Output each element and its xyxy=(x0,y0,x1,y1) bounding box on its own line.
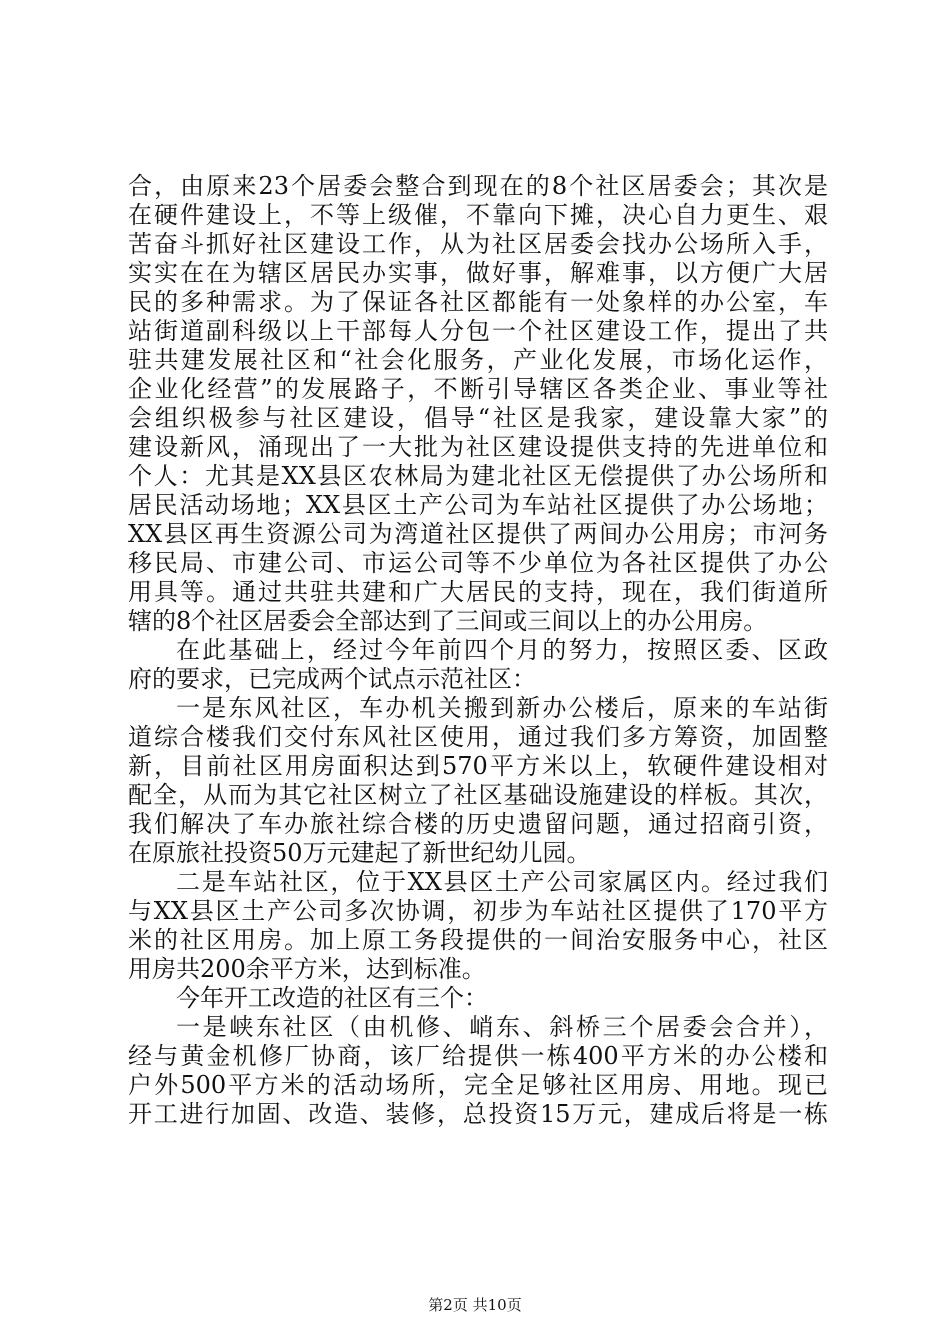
text-line: 我们解决了车办旅社综合楼的历史遗留问题，通过招商引资， xyxy=(128,810,828,838)
text-line: 米的社区用房。加上原工务段提供的一间治安服务中心，社区 xyxy=(128,926,828,954)
text-line: 合，由原来23个居委会整合到现在的8个社区居委会；其次是 xyxy=(128,172,828,200)
text-line: 今年开工改造的社区有三个： xyxy=(176,984,488,1012)
text-line: 在此基础上，经过今年前四个月的努力，按照区委、区政 xyxy=(176,636,828,664)
text-line: 经与黄金机修厂协商，该厂给提供一栋400平方米的办公楼和 xyxy=(128,1042,828,1070)
text-line: 苦奋斗抓好社区建设工作，从为社区居委会找办公场所入手， xyxy=(128,230,828,258)
text-line: 辖的8个社区居委会全部达到了三间或三间以上的办公用房。 xyxy=(128,607,768,635)
text-line: 在硬件建设上，不等上级催，不靠向下摊，决心自力更生、艰 xyxy=(128,201,828,229)
text-line: 与XX县区土产公司多次协调，初步为车站社区提供了170平方 xyxy=(128,897,828,925)
text-line: 实实在在为辖区居民办实事，做好事，解难事，以方便广大居 xyxy=(128,259,828,287)
text-line: 居民活动场地；XX县区土产公司为车站社区提供了办公场地； xyxy=(128,491,828,519)
text-line: 一是峡东社区（由机修、峭东、斜桥三个居委会合并）， xyxy=(176,1013,828,1041)
text-line: 配全，从而为其它社区树立了社区基础设施建设的样板。其次， xyxy=(128,781,828,809)
page-number-footer: 第2页 共10页 xyxy=(428,1296,522,1314)
text-line: 民的多种需求。为了保证各社区都能有一处象样的办公室，车 xyxy=(128,288,828,316)
text-line: XX县区再生资源公司为湾道社区提供了两间办公用房；市河务 xyxy=(128,520,828,548)
text-line: 会组织极参与社区建设，倡导“社区是我家，建设靠大家”的 xyxy=(128,404,828,432)
text-line: 府的要求，已完成两个试点示范社区： xyxy=(128,665,536,693)
text-line: 开工进行加固、改造、装修，总投资15万元，建成后将是一栋 xyxy=(128,1100,828,1128)
text-line: 户外500平方米的活动场所，完全足够社区用房、用地。现已 xyxy=(128,1071,828,1099)
document-body xyxy=(128,172,828,1129)
text-line: 建设新风，涌现出了一大批为社区建设提供支持的先进单位和 xyxy=(128,433,828,461)
text-line: 二是车站社区，位于XX县区土产公司家属区内。经过我们 xyxy=(176,868,828,896)
text-line: 驻共建发展社区和“社会化服务，产业化发展，市场化运作， xyxy=(128,346,828,374)
text-line: 新，目前社区用房面积达到570平方米以上，软硬件建设相对 xyxy=(128,752,828,780)
text-line: 站街道副科级以上干部每人分包一个社区建设工作，提出了共 xyxy=(128,317,828,345)
text-line: 企业化经营”的发展路子，不断引导辖区各类企业、事业等社 xyxy=(128,375,828,403)
text-line: 移民局、市建公司、市运公司等不少单位为各社区提供了办公 xyxy=(128,549,828,577)
text-line: 用房共200余平方米，达到标准。 xyxy=(128,955,486,983)
text-line: 一是东风社区，车办机关搬到新办公楼后，原来的车站街 xyxy=(176,694,828,722)
text-line: 个人：尤其是XX县区农林局为建北社区无偿提供了办公场所和 xyxy=(128,462,828,490)
text-line: 在原旅社投资50万元建起了新世纪幼儿园。 xyxy=(128,839,591,867)
text-line: 用具等。通过共驻共建和广大居民的支持，现在，我们街道所 xyxy=(128,578,828,606)
text-line: 道综合楼我们交付东风社区使用，通过我们多方筹资，加固整 xyxy=(128,723,828,751)
